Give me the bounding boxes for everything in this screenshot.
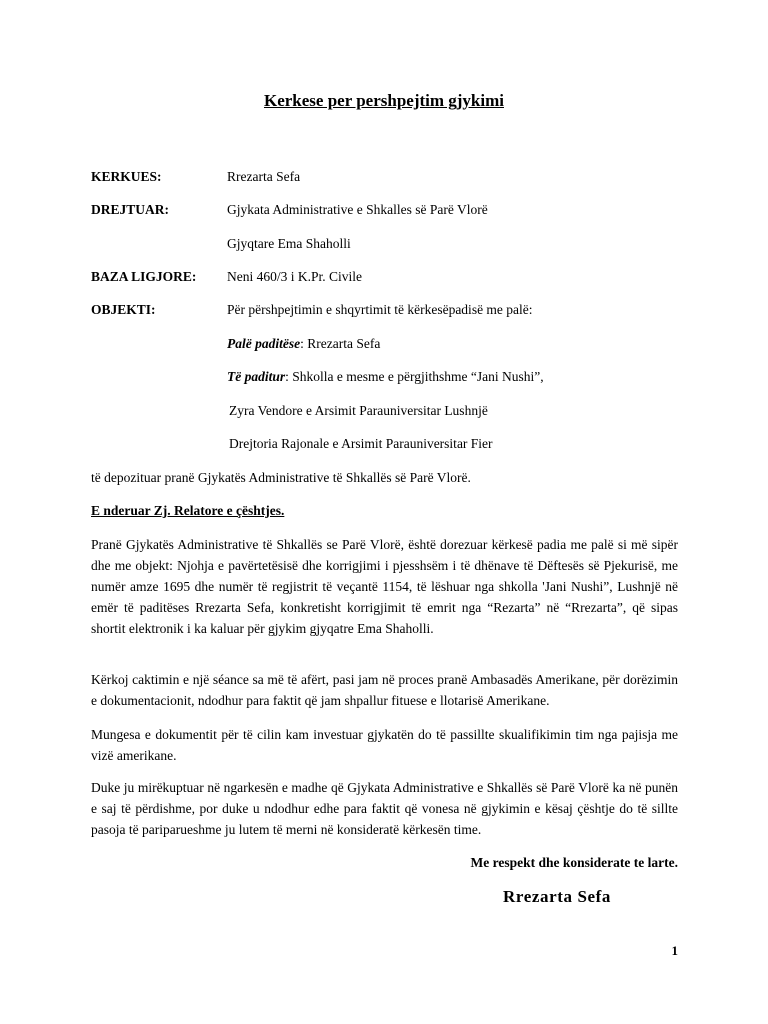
defendant-value: : Shkolla e mesme e përgjithshme “Jani Nushi”, [285,369,544,384]
defendant-2: Zyra Vendore e Arsimit Parauniversitar Lushnjë [229,403,488,418]
closing-line: Me respekt dhe konsiderate te larte. [470,855,678,870]
plaintiff-value: : Rrezarta Sefa [300,336,381,351]
paragraph-4: Duke ju mirëkuptuar në ngarkesën e madhe që Gjykata Administrative e Shkallës së Parë Vlorë ka në punën e saj të përdishme, por duke u ndodhur edhe para faktit që vonesa në gjykimin e kësaj çështje do të sillte pasoja të pariparueshme ju lutem të merni në konsideratë kërkesën time. [91,780,678,837]
baza-ligjore-value: Neni 460/3 i K.Pr. Civile [227,269,362,284]
signature-name: Rrezarta Sefa [503,887,612,906]
drejtuar-value-judge: Gjyqtare Ema Shaholli [227,236,351,251]
kerkues-value: Rrezarta Sefa [227,169,301,184]
paragraph-1: Pranë Gjykatës Administrative të Shkallës se Parë Vlorë, është dorezuar kërkesë padia me palë si më sipër dhe me objekt: Njohja e pavërtetësisë dhe korrigjimi i pjesshsëm i të dhënave të Dëftesës së Pjekurisë, me numër amze 1695 dhe numër të regjistrit të veçantë 1154, të lëshuar nga shkolla 'Jani Nushi”, Lushnjë në emër të paditëses Rrezarta Sefa, konkretisht korrigjimit të emrit nga “Rezarta” në “Rrezarta”, që sipas shortit elektronik i ka kaluar për gjykim gjyqatre Ema Shaholli. [91,537,678,636]
document-title: Kerkese per pershpejtim gjykimi [263,91,504,110]
defendant-line [227,367,544,387]
salutation-heading [91,501,284,521]
paragraph-2: Kërkoj caktimin e një séance sa më të afërt, pasi jam në proces pranë Ambasadës Amerikane, për dorëzimin e dokumentacionit, ndodhur para faktit që jam shpallur fituese e llotarisë Amerikane. [91,672,678,708]
deposited-line: të depozituar pranë Gjykatës Administrative të Shkallës së Parë Vlorë. [91,470,471,485]
drejtuar-label: DREJTUAR: [91,202,170,217]
paragraph-3: Mungesa e dokumentit për të cilin kam investuar gjykatën do të passillte skualifikimin tim nga pajisja me vizë amerikane. [91,727,678,763]
page-number: 1 [671,943,678,958]
defendant-label: Të paditur [227,369,286,384]
objekti-label: OBJEKTI: [91,302,156,317]
salutation-text: E nderuar Zj. Relatore e çështjes. [91,503,285,518]
plaintiff-label: Palë paditëse [227,336,301,351]
plaintiff-line [227,334,380,354]
objekti-value: Për përshpejtimin e shqyrtimit të kërkesëpadisë me palë: [227,302,533,317]
kerkues-label: KERKUES: [91,169,162,184]
baza-ligjore-label: BAZA LIGJORE: [91,269,197,284]
defendant-3: Drejtoria Rajonale e Arsimit Parauniversitar Fier [229,436,493,451]
drejtuar-value-court: Gjykata Administrative e Shkalles së Parë Vlorë [227,202,488,217]
